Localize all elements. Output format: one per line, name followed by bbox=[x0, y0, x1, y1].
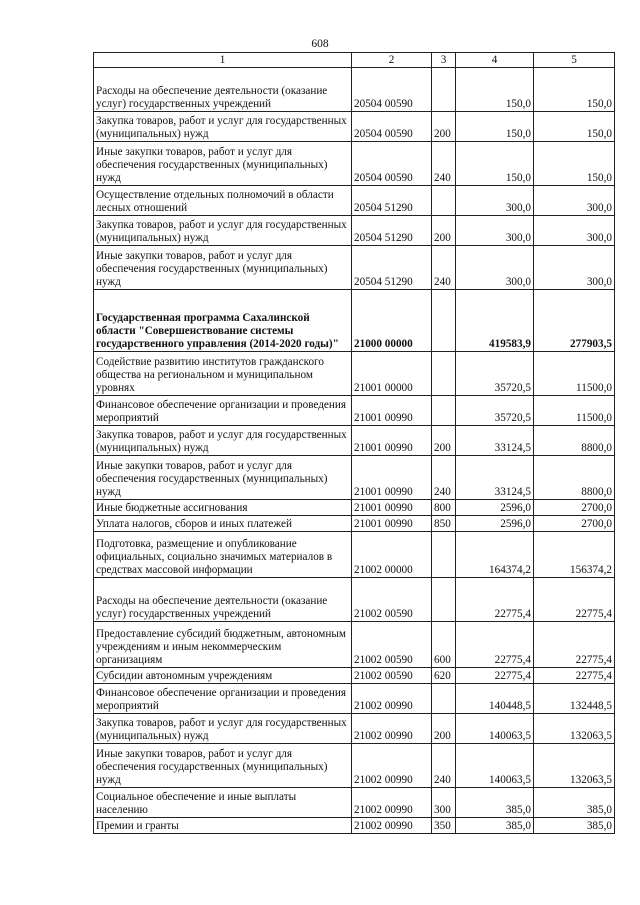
table-row bbox=[94, 714, 615, 744]
cell-expense-type bbox=[432, 352, 456, 396]
cell-name: Иные бюджетные ассигнования bbox=[94, 500, 352, 516]
cell-amount-year2: 132448,5 bbox=[534, 684, 615, 714]
cell-amount-year1: 300,0 bbox=[456, 246, 534, 290]
cell-expense-type: 300 bbox=[432, 788, 456, 818]
cell-amount-year2: 300,0 bbox=[534, 216, 615, 246]
header-cell-5: 5 bbox=[534, 53, 615, 68]
cell-name: Подготовка, размещение и опубликование официальных, социально значимых материалов в средствах массовой информации bbox=[94, 532, 352, 578]
cell-name: Закупка товаров, работ и услуг для государственных (муниципальных) нужд bbox=[94, 714, 352, 744]
cell-name: Расходы на обеспечение деятельности (оказание услуг) государственных учреждений bbox=[94, 68, 352, 112]
cell-code: 21000 00000 bbox=[352, 290, 432, 352]
header-cell-4: 4 bbox=[456, 53, 534, 68]
cell-name: Закупка товаров, работ и услуг для государственных (муниципальных) нужд bbox=[94, 426, 352, 456]
cell-amount-year1: 419583,9 bbox=[456, 290, 534, 352]
cell-expense-type bbox=[432, 68, 456, 112]
cell-amount-year2: 150,0 bbox=[534, 68, 615, 112]
cell-amount-year2: 8800,0 bbox=[534, 426, 615, 456]
cell-name: Содействие развитию институтов гражданского общества на региональном и муниципальном уровнях bbox=[94, 352, 352, 396]
cell-amount-year2: 22775,4 bbox=[534, 622, 615, 668]
cell-expense-type: 240 bbox=[432, 456, 456, 500]
table-row bbox=[94, 516, 615, 532]
budget-table bbox=[93, 52, 615, 834]
cell-amount-year1: 150,0 bbox=[456, 68, 534, 112]
cell-amount-year2: 11500,0 bbox=[534, 396, 615, 426]
cell-amount-year2: 132063,5 bbox=[534, 714, 615, 744]
cell-expense-type bbox=[432, 578, 456, 622]
cell-code: 20504 51290 bbox=[352, 186, 432, 216]
cell-amount-year2: 385,0 bbox=[534, 788, 615, 818]
cell-amount-year2: 22775,4 bbox=[534, 578, 615, 622]
cell-amount-year1: 33124,5 bbox=[456, 456, 534, 500]
table-row bbox=[94, 142, 615, 186]
cell-amount-year1: 140063,5 bbox=[456, 744, 534, 788]
header-cell-2: 2 bbox=[352, 53, 432, 68]
cell-amount-year2: 11500,0 bbox=[534, 352, 615, 396]
cell-amount-year1: 150,0 bbox=[456, 142, 534, 186]
table-row bbox=[94, 68, 615, 112]
cell-expense-type: 200 bbox=[432, 426, 456, 456]
table-row bbox=[94, 352, 615, 396]
cell-amount-year2: 150,0 bbox=[534, 142, 615, 186]
cell-expense-type bbox=[432, 290, 456, 352]
cell-amount-year1: 2596,0 bbox=[456, 516, 534, 532]
cell-code: 21001 00990 bbox=[352, 426, 432, 456]
cell-amount-year2: 2700,0 bbox=[534, 516, 615, 532]
cell-amount-year2: 132063,5 bbox=[534, 744, 615, 788]
cell-code: 21002 00590 bbox=[352, 622, 432, 668]
cell-code: 21002 00990 bbox=[352, 744, 432, 788]
header-row bbox=[94, 53, 615, 68]
cell-amount-year2: 150,0 bbox=[534, 112, 615, 142]
cell-code: 21002 00990 bbox=[352, 714, 432, 744]
cell-amount-year1: 140448,5 bbox=[456, 684, 534, 714]
cell-amount-year1: 2596,0 bbox=[456, 500, 534, 516]
cell-expense-type: 350 bbox=[432, 818, 456, 834]
table-row bbox=[94, 622, 615, 668]
cell-name: Социальное обеспечение и иные выплаты населению bbox=[94, 788, 352, 818]
cell-amount-year2: 300,0 bbox=[534, 186, 615, 216]
cell-expense-type: 850 bbox=[432, 516, 456, 532]
cell-amount-year1: 140063,5 bbox=[456, 714, 534, 744]
cell-amount-year1: 35720,5 bbox=[456, 352, 534, 396]
cell-amount-year2: 385,0 bbox=[534, 818, 615, 834]
cell-name: Предоставление субсидий бюджетным, автономным учреждениям и иным некоммерческим организациям bbox=[94, 622, 352, 668]
cell-name: Осуществление отдельных полномочий в области лесных отношений bbox=[94, 186, 352, 216]
cell-name: Иные закупки товаров, работ и услуг для обеспечения государственных (муниципальных) нужд bbox=[94, 246, 352, 290]
cell-code: 21001 00990 bbox=[352, 456, 432, 500]
table-body bbox=[94, 68, 615, 834]
table-row bbox=[94, 684, 615, 714]
cell-amount-year2: 8800,0 bbox=[534, 456, 615, 500]
cell-code: 20504 51290 bbox=[352, 216, 432, 246]
table-row bbox=[94, 500, 615, 516]
cell-amount-year1: 33124,5 bbox=[456, 426, 534, 456]
table-row bbox=[94, 112, 615, 142]
cell-amount-year1: 22775,4 bbox=[456, 668, 534, 684]
cell-amount-year1: 385,0 bbox=[456, 788, 534, 818]
cell-expense-type: 800 bbox=[432, 500, 456, 516]
page-number: 608 bbox=[311, 38, 329, 50]
table-row bbox=[94, 668, 615, 684]
cell-code: 21002 00590 bbox=[352, 668, 432, 684]
cell-amount-year1: 300,0 bbox=[456, 186, 534, 216]
table-row bbox=[94, 290, 615, 352]
table-row bbox=[94, 426, 615, 456]
cell-name: Расходы на обеспечение деятельности (оказание услуг) государственных учреждений bbox=[94, 578, 352, 622]
cell-code: 20504 51290 bbox=[352, 246, 432, 290]
cell-code: 21002 00990 bbox=[352, 818, 432, 834]
cell-expense-type bbox=[432, 396, 456, 426]
table-row bbox=[94, 532, 615, 578]
cell-name: Финансовое обеспечение организации и проведения мероприятий bbox=[94, 684, 352, 714]
table-row bbox=[94, 744, 615, 788]
cell-code: 20504 00590 bbox=[352, 142, 432, 186]
cell-amount-year1: 300,0 bbox=[456, 216, 534, 246]
cell-expense-type: 240 bbox=[432, 246, 456, 290]
cell-amount-year1: 150,0 bbox=[456, 112, 534, 142]
cell-expense-type bbox=[432, 684, 456, 714]
header-cell-3: 3 bbox=[432, 53, 456, 68]
cell-code: 21002 00990 bbox=[352, 684, 432, 714]
header-cell-1: 1 bbox=[94, 53, 352, 68]
cell-amount-year2: 22775,4 bbox=[534, 668, 615, 684]
cell-name: Иные закупки товаров, работ и услуг для обеспечения государственных (муниципальных) нужд bbox=[94, 142, 352, 186]
cell-expense-type bbox=[432, 186, 456, 216]
cell-name: Закупка товаров, работ и услуг для государственных (муниципальных) нужд bbox=[94, 112, 352, 142]
cell-code: 21001 00990 bbox=[352, 396, 432, 426]
cell-code: 21001 00990 bbox=[352, 516, 432, 532]
cell-expense-type: 620 bbox=[432, 668, 456, 684]
cell-name: Премии и гранты bbox=[94, 818, 352, 834]
cell-amount-year2: 156374,2 bbox=[534, 532, 615, 578]
cell-amount-year1: 22775,4 bbox=[456, 578, 534, 622]
cell-amount-year1: 35720,5 bbox=[456, 396, 534, 426]
cell-name: Государственная программа Сахалинской области "Совершенствование системы государственного управления (2014-2020 годы)" bbox=[94, 290, 352, 352]
cell-code: 21002 00590 bbox=[352, 578, 432, 622]
cell-expense-type: 200 bbox=[432, 714, 456, 744]
table-row bbox=[94, 396, 615, 426]
cell-expense-type: 200 bbox=[432, 112, 456, 142]
table-row bbox=[94, 578, 615, 622]
table-row bbox=[94, 788, 615, 818]
cell-expense-type: 600 bbox=[432, 622, 456, 668]
cell-name: Субсидии автономным учреждениям bbox=[94, 668, 352, 684]
cell-amount-year1: 385,0 bbox=[456, 818, 534, 834]
cell-amount-year1: 22775,4 bbox=[456, 622, 534, 668]
cell-amount-year2: 2700,0 bbox=[534, 500, 615, 516]
table-row bbox=[94, 186, 615, 216]
cell-amount-year2: 277903,5 bbox=[534, 290, 615, 352]
cell-code: 21001 00000 bbox=[352, 352, 432, 396]
cell-expense-type: 240 bbox=[432, 744, 456, 788]
cell-code: 20504 00590 bbox=[352, 112, 432, 142]
cell-name: Уплата налогов, сборов и иных платежей bbox=[94, 516, 352, 532]
cell-name: Иные закупки товаров, работ и услуг для обеспечения государственных (муниципальных) нужд bbox=[94, 744, 352, 788]
cell-name: Закупка товаров, работ и услуг для государственных (муниципальных) нужд bbox=[94, 216, 352, 246]
cell-name: Иные закупки товаров, работ и услуг для обеспечения государственных (муниципальных) нужд bbox=[94, 456, 352, 500]
cell-expense-type: 240 bbox=[432, 142, 456, 186]
cell-amount-year2: 300,0 bbox=[534, 246, 615, 290]
table-row bbox=[94, 456, 615, 500]
cell-name: Финансовое обеспечение организации и проведения мероприятий bbox=[94, 396, 352, 426]
cell-expense-type: 200 bbox=[432, 216, 456, 246]
cell-amount-year1: 164374,2 bbox=[456, 532, 534, 578]
cell-code: 21001 00990 bbox=[352, 500, 432, 516]
table-row bbox=[94, 246, 615, 290]
cell-code: 21002 00000 bbox=[352, 532, 432, 578]
table-row bbox=[94, 216, 615, 246]
cell-code: 20504 00590 bbox=[352, 68, 432, 112]
cell-code: 21002 00990 bbox=[352, 788, 432, 818]
cell-expense-type bbox=[432, 532, 456, 578]
table-row bbox=[94, 818, 615, 834]
